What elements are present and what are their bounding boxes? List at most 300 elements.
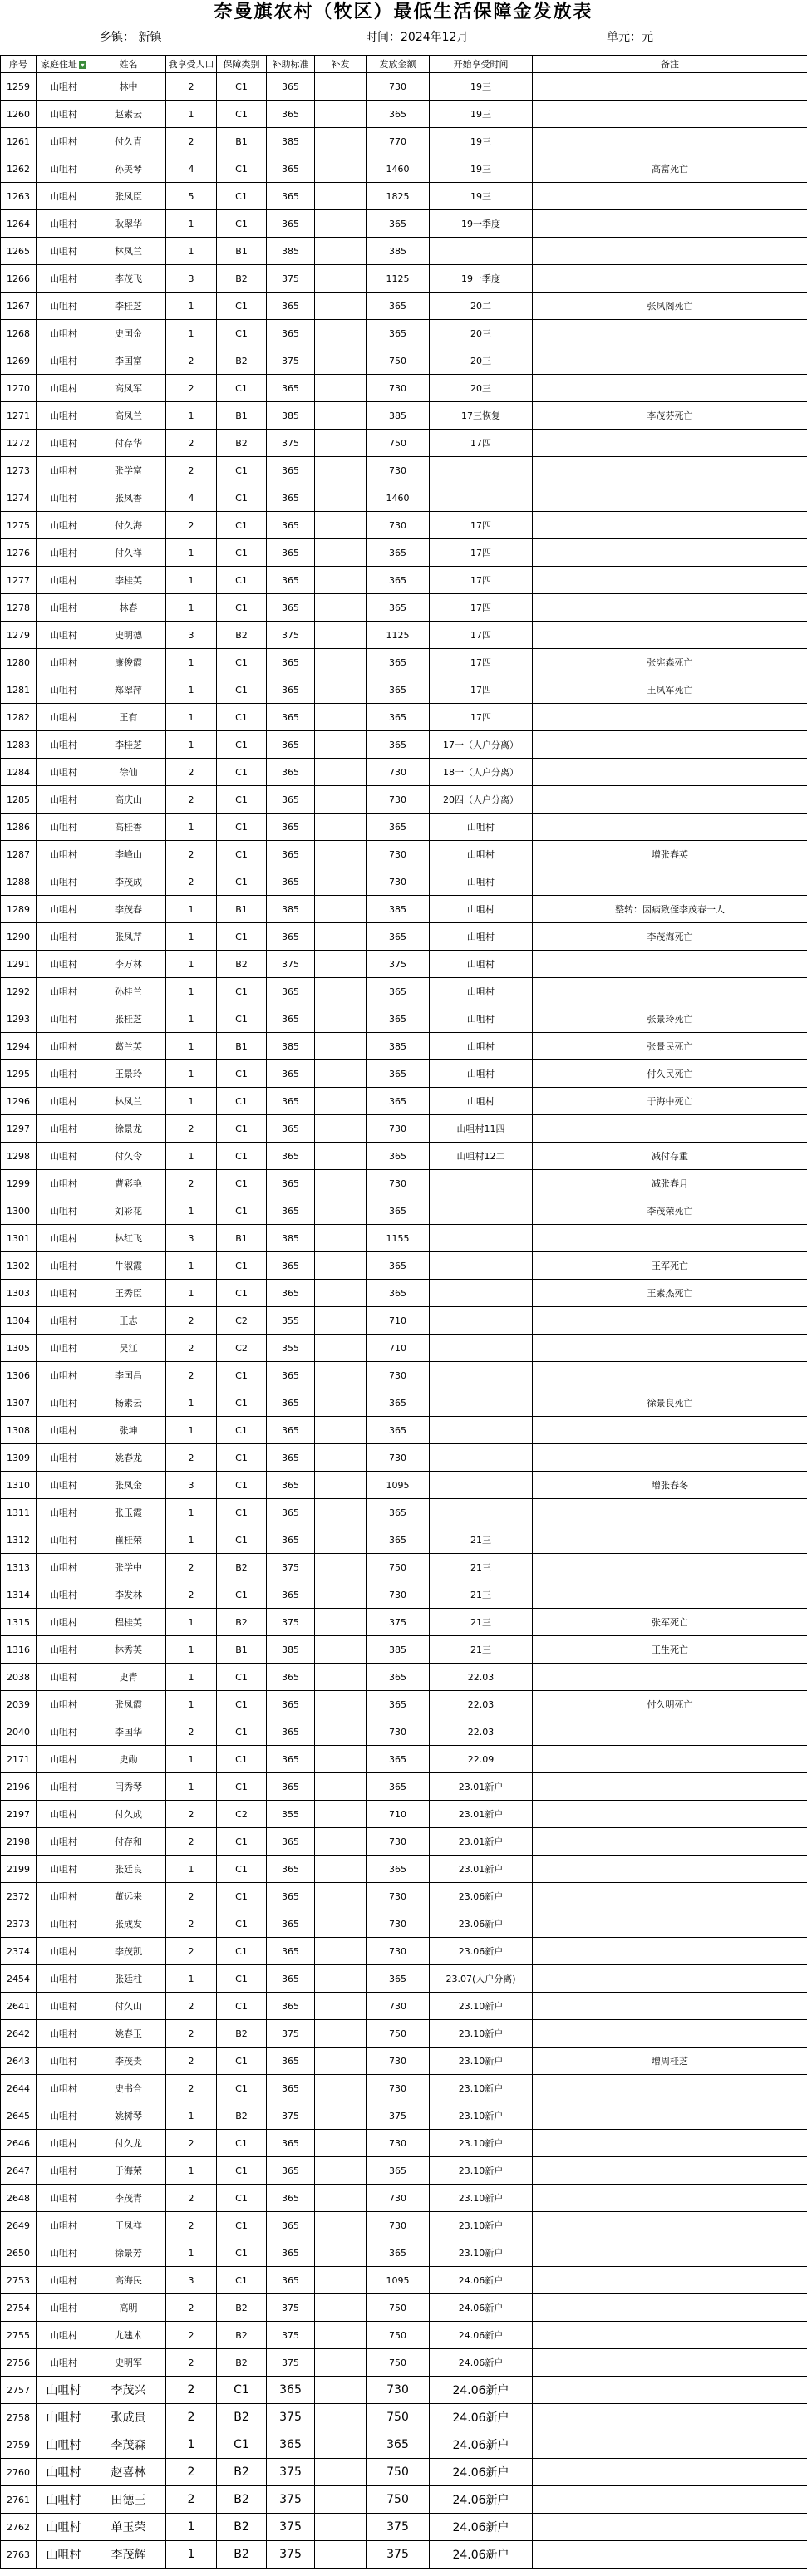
cell-remark[interactable] [533, 539, 807, 567]
cell-start-time[interactable]: 23.01新户 [430, 1773, 533, 1801]
cell-remark[interactable] [533, 2459, 807, 2486]
cell-remark[interactable]: 张凤阁死亡 [533, 293, 807, 320]
cell-persons[interactable]: 4 [166, 155, 217, 183]
cell-standard[interactable]: 365 [267, 1060, 315, 1088]
cell-category[interactable]: C1 [217, 841, 267, 868]
cell-standard[interactable]: 365 [267, 1993, 315, 2020]
cell-remark[interactable] [533, 512, 807, 539]
cell-category[interactable]: C1 [217, 786, 267, 814]
cell-name[interactable]: 李茂春 [91, 896, 166, 923]
cell-standard[interactable]: 365 [267, 814, 315, 841]
cell-amount[interactable]: 365 [367, 567, 430, 594]
cell-address[interactable]: 山咀村 [37, 2267, 91, 2294]
cell-reissue[interactable] [315, 457, 367, 484]
cell-name[interactable]: 孙桂兰 [91, 978, 166, 1005]
cell-reissue[interactable] [315, 320, 367, 347]
cell-start-time[interactable] [430, 1335, 533, 1362]
cell-reissue[interactable] [315, 1088, 367, 1115]
cell-standard[interactable]: 375 [267, 951, 315, 978]
cell-start-time[interactable]: 23.10新户 [430, 2020, 533, 2048]
cell-address[interactable]: 山咀村 [37, 868, 91, 896]
cell-name[interactable]: 李国昌 [91, 1362, 166, 1389]
cell-reissue[interactable] [315, 1581, 367, 1609]
cell-address[interactable]: 山咀村 [37, 676, 91, 704]
cell-standard[interactable]: 365 [267, 1718, 315, 1746]
cell-category[interactable]: C1 [217, 2212, 267, 2239]
cell-name[interactable]: 张凤金 [91, 1472, 166, 1499]
cell-reissue[interactable] [315, 2185, 367, 2212]
cell-category[interactable]: C1 [217, 183, 267, 210]
cell-reissue[interactable] [315, 430, 367, 457]
cell-no[interactable]: 1286 [1, 814, 37, 841]
cell-name[interactable]: 高明 [91, 2294, 166, 2322]
cell-category[interactable]: C1 [217, 1170, 267, 1197]
cell-standard[interactable]: 375 [267, 2020, 315, 2048]
cell-standard[interactable]: 365 [267, 2377, 315, 2404]
cell-name[interactable]: 徐景龙 [91, 1115, 166, 1143]
cell-no[interactable]: 1287 [1, 841, 37, 868]
cell-start-time[interactable]: 23.10新户 [430, 2048, 533, 2075]
cell-category[interactable]: C1 [217, 1773, 267, 1801]
cell-no[interactable]: 1271 [1, 402, 37, 430]
cell-start-time[interactable]: 24.06新户 [430, 2431, 533, 2459]
cell-remark[interactable] [533, 265, 807, 293]
cell-category[interactable]: C1 [217, 1472, 267, 1499]
cell-standard[interactable]: 365 [267, 293, 315, 320]
cell-name[interactable]: 高桂香 [91, 814, 166, 841]
cell-start-time[interactable]: 19三 [430, 101, 533, 128]
cell-standard[interactable]: 365 [267, 320, 315, 347]
cell-category[interactable]: C1 [217, 512, 267, 539]
cell-name[interactable]: 付久山 [91, 1993, 166, 2020]
cell-persons[interactable]: 1 [166, 923, 217, 951]
cell-no[interactable]: 1304 [1, 1307, 37, 1335]
cell-amount[interactable]: 365 [367, 676, 430, 704]
cell-name[interactable]: 高海民 [91, 2267, 166, 2294]
cell-start-time[interactable]: 20四（人户分离） [430, 786, 533, 814]
cell-reissue[interactable] [315, 293, 367, 320]
cell-start-time[interactable]: 17一（人户分离） [430, 731, 533, 759]
cell-remark[interactable] [533, 1307, 807, 1335]
cell-amount[interactable]: 730 [367, 1993, 430, 2020]
cell-address[interactable]: 山咀村 [37, 1828, 91, 1856]
cell-start-time[interactable]: 20二 [430, 293, 533, 320]
cell-name[interactable]: 李茂成 [91, 868, 166, 896]
cell-no[interactable]: 2643 [1, 2048, 37, 2075]
cell-remark[interactable] [533, 1910, 807, 1938]
cell-remark[interactable] [533, 1938, 807, 1965]
cell-start-time[interactable]: 17四 [430, 430, 533, 457]
cell-amount[interactable]: 385 [367, 238, 430, 265]
cell-address[interactable]: 山咀村 [37, 1005, 91, 1033]
cell-persons[interactable]: 2 [166, 1444, 217, 1472]
cell-start-time[interactable]: 20三 [430, 347, 533, 375]
cell-amount[interactable]: 1155 [367, 1225, 430, 1252]
cell-start-time[interactable]: 23.10新户 [430, 2212, 533, 2239]
cell-name[interactable]: 李发林 [91, 1581, 166, 1609]
cell-standard[interactable]: 365 [267, 2075, 315, 2102]
cell-persons[interactable]: 1 [166, 2514, 217, 2541]
cell-standard[interactable]: 365 [267, 841, 315, 868]
cell-name[interactable]: 耿翠华 [91, 210, 166, 238]
cell-address[interactable]: 山咀村 [37, 1526, 91, 1554]
cell-remark[interactable]: 增张春英 [533, 841, 807, 868]
cell-amount[interactable]: 730 [367, 2075, 430, 2102]
cell-reissue[interactable] [315, 1060, 367, 1088]
cell-amount[interactable]: 365 [367, 1389, 430, 1417]
cell-standard[interactable]: 365 [267, 2130, 315, 2157]
cell-start-time[interactable]: 山咀村 [430, 868, 533, 896]
cell-amount[interactable]: 365 [367, 101, 430, 128]
cell-no[interactable]: 1310 [1, 1472, 37, 1499]
cell-start-time[interactable]: 23.06新户 [430, 1938, 533, 1965]
cell-remark[interactable]: 减张春月 [533, 1170, 807, 1197]
cell-amount[interactable]: 1460 [367, 484, 430, 512]
cell-amount[interactable]: 385 [367, 1636, 430, 1664]
cell-start-time[interactable]: 19三 [430, 128, 533, 155]
cell-address[interactable]: 山咀村 [37, 1910, 91, 1938]
cell-remark[interactable]: 张景民死亡 [533, 1033, 807, 1060]
cell-amount[interactable]: 365 [367, 1088, 430, 1115]
cell-name[interactable]: 史明德 [91, 622, 166, 649]
cell-persons[interactable]: 1 [166, 2157, 217, 2185]
cell-category[interactable]: C1 [217, 1005, 267, 1033]
cell-start-time[interactable]: 24.06新户 [430, 2541, 533, 2569]
cell-reissue[interactable] [315, 567, 367, 594]
cell-name[interactable]: 张学中 [91, 1554, 166, 1581]
cell-address[interactable]: 山咀村 [37, 2048, 91, 2075]
cell-address[interactable]: 山咀村 [37, 2075, 91, 2102]
column-header-no[interactable]: 序号 [1, 56, 37, 73]
cell-address[interactable]: 山咀村 [37, 2486, 91, 2514]
cell-name[interactable]: 史国金 [91, 320, 166, 347]
cell-no[interactable]: 1299 [1, 1170, 37, 1197]
cell-category[interactable]: B1 [217, 128, 267, 155]
cell-standard[interactable]: 365 [267, 155, 315, 183]
cell-standard[interactable]: 365 [267, 2185, 315, 2212]
cell-category[interactable]: C1 [217, 1965, 267, 1993]
cell-category[interactable]: B2 [217, 2349, 267, 2377]
cell-category[interactable]: C1 [217, 1389, 267, 1417]
cell-no[interactable]: 2649 [1, 2212, 37, 2239]
cell-reissue[interactable] [315, 2267, 367, 2294]
cell-category[interactable]: C1 [217, 210, 267, 238]
cell-no[interactable]: 1311 [1, 1499, 37, 1526]
cell-start-time[interactable]: 24.06新户 [430, 2322, 533, 2349]
cell-remark[interactable] [533, 2157, 807, 2185]
cell-standard[interactable]: 365 [267, 2048, 315, 2075]
cell-reissue[interactable] [315, 1472, 367, 1499]
cell-remark[interactable] [533, 1965, 807, 1993]
cell-name[interactable]: 林春 [91, 594, 166, 622]
cell-no[interactable]: 1270 [1, 375, 37, 402]
cell-remark[interactable] [533, 868, 807, 896]
cell-standard[interactable]: 365 [267, 1581, 315, 1609]
cell-category[interactable]: B2 [217, 951, 267, 978]
cell-name[interactable]: 李国华 [91, 1718, 166, 1746]
cell-category[interactable]: B1 [217, 238, 267, 265]
cell-reissue[interactable] [315, 1115, 367, 1143]
cell-standard[interactable]: 385 [267, 1225, 315, 1252]
cell-remark[interactable] [533, 2185, 807, 2212]
cell-reissue[interactable] [315, 923, 367, 951]
cell-reissue[interactable] [315, 2239, 367, 2267]
cell-no[interactable]: 1266 [1, 265, 37, 293]
cell-amount[interactable]: 365 [367, 1499, 430, 1526]
cell-start-time[interactable]: 17四 [430, 676, 533, 704]
cell-remark[interactable] [533, 2431, 807, 2459]
cell-no[interactable]: 1313 [1, 1554, 37, 1581]
cell-amount[interactable]: 365 [367, 1143, 430, 1170]
cell-no[interactable]: 2199 [1, 1856, 37, 1883]
cell-category[interactable]: C1 [217, 293, 267, 320]
cell-remark[interactable] [533, 210, 807, 238]
cell-persons[interactable]: 2 [166, 2294, 217, 2322]
cell-reissue[interactable] [315, 814, 367, 841]
cell-name[interactable]: 徐仙 [91, 759, 166, 786]
cell-no[interactable]: 2454 [1, 1965, 37, 1993]
cell-address[interactable]: 山咀村 [37, 704, 91, 731]
cell-amount[interactable]: 750 [367, 1554, 430, 1581]
cell-amount[interactable]: 730 [367, 1828, 430, 1856]
cell-address[interactable]: 山咀村 [37, 759, 91, 786]
cell-start-time[interactable]: 24.06新户 [430, 2514, 533, 2541]
cell-amount[interactable]: 365 [367, 1773, 430, 1801]
cell-reissue[interactable] [315, 704, 367, 731]
cell-start-time[interactable]: 17四 [430, 567, 533, 594]
cell-name[interactable]: 李桂芝 [91, 731, 166, 759]
cell-category[interactable]: C1 [217, 567, 267, 594]
cell-no[interactable]: 1272 [1, 430, 37, 457]
cell-category[interactable]: C1 [217, 1088, 267, 1115]
cell-remark[interactable] [533, 1499, 807, 1526]
cell-no[interactable]: 2760 [1, 2459, 37, 2486]
cell-amount[interactable]: 730 [367, 841, 430, 868]
cell-address[interactable]: 山咀村 [37, 1746, 91, 1773]
cell-standard[interactable]: 365 [267, 73, 315, 101]
cell-persons[interactable]: 2 [166, 1554, 217, 1581]
cell-reissue[interactable] [315, 2130, 367, 2157]
cell-category[interactable]: C1 [217, 1938, 267, 1965]
cell-name[interactable]: 林中 [91, 73, 166, 101]
cell-no[interactable]: 2040 [1, 1718, 37, 1746]
cell-no[interactable]: 1292 [1, 978, 37, 1005]
cell-reissue[interactable] [315, 1335, 367, 1362]
cell-no[interactable]: 1259 [1, 73, 37, 101]
cell-amount[interactable]: 365 [367, 2157, 430, 2185]
cell-standard[interactable]: 365 [267, 1389, 315, 1417]
cell-name[interactable]: 付存华 [91, 430, 166, 457]
cell-amount[interactable]: 710 [367, 1307, 430, 1335]
cell-category[interactable]: C1 [217, 2130, 267, 2157]
cell-remark[interactable] [533, 375, 807, 402]
cell-persons[interactable]: 2 [166, 2349, 217, 2377]
cell-amount[interactable]: 730 [367, 73, 430, 101]
cell-amount[interactable]: 730 [367, 868, 430, 896]
cell-persons[interactable]: 2 [166, 759, 217, 786]
cell-category[interactable]: C2 [217, 1801, 267, 1828]
cell-name[interactable]: 林红飞 [91, 1225, 166, 1252]
cell-reissue[interactable] [315, 786, 367, 814]
cell-name[interactable]: 徐景芳 [91, 2239, 166, 2267]
cell-amount[interactable]: 750 [367, 2349, 430, 2377]
cell-address[interactable]: 山咀村 [37, 2404, 91, 2431]
cell-remark[interactable] [533, 238, 807, 265]
cell-no[interactable]: 1261 [1, 128, 37, 155]
cell-remark[interactable]: 增周桂芝 [533, 2048, 807, 2075]
cell-persons[interactable]: 1 [166, 2431, 217, 2459]
cell-category[interactable]: C1 [217, 1828, 267, 1856]
cell-start-time[interactable]: 24.06新户 [430, 2459, 533, 2486]
cell-category[interactable]: B2 [217, 2514, 267, 2541]
cell-no[interactable]: 1309 [1, 1444, 37, 1472]
cell-reissue[interactable] [315, 649, 367, 676]
cell-name[interactable]: 高凤军 [91, 375, 166, 402]
cell-persons[interactable]: 1 [166, 402, 217, 430]
cell-amount[interactable]: 365 [367, 1005, 430, 1033]
cell-remark[interactable] [533, 1115, 807, 1143]
cell-no[interactable]: 1281 [1, 676, 37, 704]
cell-no[interactable]: 2758 [1, 2404, 37, 2431]
cell-standard[interactable]: 365 [267, 512, 315, 539]
cell-standard[interactable]: 365 [267, 704, 315, 731]
cell-remark[interactable] [533, 2075, 807, 2102]
cell-start-time[interactable]: 山咀村 [430, 814, 533, 841]
cell-remark[interactable]: 徐景良死亡 [533, 1389, 807, 1417]
cell-remark[interactable] [533, 1828, 807, 1856]
cell-no[interactable]: 1278 [1, 594, 37, 622]
cell-no[interactable]: 2761 [1, 2486, 37, 2514]
cell-amount[interactable]: 365 [367, 320, 430, 347]
cell-address[interactable]: 山咀村 [37, 1197, 91, 1225]
cell-category[interactable]: B1 [217, 1225, 267, 1252]
cell-no[interactable]: 2763 [1, 2541, 37, 2569]
cell-address[interactable]: 山咀村 [37, 1417, 91, 1444]
cell-reissue[interactable] [315, 1526, 367, 1554]
cell-reissue[interactable] [315, 2212, 367, 2239]
cell-no[interactable]: 2762 [1, 2514, 37, 2541]
cell-standard[interactable]: 365 [267, 210, 315, 238]
cell-persons[interactable]: 1 [166, 1088, 217, 1115]
cell-persons[interactable]: 1 [166, 1636, 217, 1664]
cell-reissue[interactable] [315, 1417, 367, 1444]
cell-category[interactable]: C1 [217, 1499, 267, 1526]
cell-reissue[interactable] [315, 183, 367, 210]
cell-address[interactable]: 山咀村 [37, 183, 91, 210]
cell-start-time[interactable]: 17四 [430, 512, 533, 539]
cell-reissue[interactable] [315, 1225, 367, 1252]
cell-standard[interactable]: 365 [267, 1965, 315, 1993]
cell-amount[interactable]: 365 [367, 293, 430, 320]
cell-start-time[interactable]: 17四 [430, 704, 533, 731]
cell-no[interactable]: 1315 [1, 1609, 37, 1636]
cell-standard[interactable]: 365 [267, 1691, 315, 1718]
cell-address[interactable]: 山咀村 [37, 649, 91, 676]
cell-start-time[interactable]: 23.07(人户分离) [430, 1965, 533, 1993]
cell-no[interactable]: 2038 [1, 1664, 37, 1691]
cell-name[interactable]: 付久海 [91, 512, 166, 539]
cell-address[interactable]: 山咀村 [37, 1499, 91, 1526]
cell-amount[interactable]: 730 [367, 457, 430, 484]
cell-name[interactable]: 付久令 [91, 1143, 166, 1170]
cell-category[interactable]: B2 [217, 430, 267, 457]
cell-start-time[interactable]: 21三 [430, 1609, 533, 1636]
cell-no[interactable]: 2642 [1, 2020, 37, 2048]
cell-category[interactable]: C1 [217, 1856, 267, 1883]
cell-no[interactable]: 1300 [1, 1197, 37, 1225]
cell-name[interactable]: 李茂贵 [91, 2048, 166, 2075]
cell-category[interactable]: C1 [217, 1362, 267, 1389]
cell-standard[interactable]: 365 [267, 1773, 315, 1801]
cell-persons[interactable]: 1 [166, 1033, 217, 1060]
cell-address[interactable]: 山咀村 [37, 1252, 91, 1280]
cell-start-time[interactable] [430, 1417, 533, 1444]
cell-persons[interactable]: 1 [166, 1280, 217, 1307]
cell-address[interactable]: 山咀村 [37, 2459, 91, 2486]
cell-start-time[interactable]: 山咀村 [430, 1088, 533, 1115]
cell-name[interactable]: 李桂英 [91, 567, 166, 594]
cell-amount[interactable]: 730 [367, 2048, 430, 2075]
cell-category[interactable]: C1 [217, 1115, 267, 1143]
cell-start-time[interactable]: 23.06新户 [430, 1883, 533, 1910]
cell-address[interactable]: 山咀村 [37, 1581, 91, 1609]
cell-standard[interactable]: 375 [267, 1554, 315, 1581]
cell-category[interactable]: C1 [217, 1143, 267, 1170]
cell-name[interactable]: 王有 [91, 704, 166, 731]
cell-no[interactable]: 1267 [1, 293, 37, 320]
cell-address[interactable]: 山咀村 [37, 1636, 91, 1664]
cell-start-time[interactable] [430, 1252, 533, 1280]
cell-reissue[interactable] [315, 1307, 367, 1335]
cell-start-time[interactable]: 22.09 [430, 1746, 533, 1773]
cell-amount[interactable]: 750 [367, 347, 430, 375]
cell-category[interactable]: B2 [217, 2404, 267, 2431]
cell-remark[interactable]: 李茂海死亡 [533, 923, 807, 951]
cell-reissue[interactable] [315, 951, 367, 978]
cell-category[interactable]: C1 [217, 594, 267, 622]
cell-remark[interactable] [533, 1554, 807, 1581]
cell-no[interactable]: 1316 [1, 1636, 37, 1664]
cell-name[interactable]: 李茂森 [91, 2431, 166, 2459]
cell-reissue[interactable] [315, 2048, 367, 2075]
cell-amount[interactable]: 730 [367, 759, 430, 786]
cell-category[interactable]: B2 [217, 2459, 267, 2486]
cell-reissue[interactable] [315, 402, 367, 430]
cell-start-time[interactable]: 山咀村 [430, 1005, 533, 1033]
cell-persons[interactable]: 1 [166, 1856, 217, 1883]
cell-reissue[interactable] [315, 539, 367, 567]
cell-no[interactable]: 1294 [1, 1033, 37, 1060]
cell-no[interactable]: 1295 [1, 1060, 37, 1088]
cell-address[interactable]: 山咀村 [37, 73, 91, 101]
cell-amount[interactable]: 730 [367, 1115, 430, 1143]
cell-amount[interactable]: 365 [367, 1280, 430, 1307]
cell-no[interactable]: 2753 [1, 2267, 37, 2294]
cell-standard[interactable]: 375 [267, 1609, 315, 1636]
cell-category[interactable]: C1 [217, 2075, 267, 2102]
column-header-name[interactable]: 姓名 [91, 56, 166, 73]
cell-reissue[interactable] [315, 896, 367, 923]
cell-category[interactable]: C1 [217, 101, 267, 128]
cell-category[interactable]: C1 [217, 1993, 267, 2020]
cell-no[interactable]: 1301 [1, 1225, 37, 1252]
cell-amount[interactable]: 750 [367, 2294, 430, 2322]
cell-amount[interactable]: 730 [367, 2212, 430, 2239]
cell-no[interactable]: 1269 [1, 347, 37, 375]
cell-amount[interactable]: 1095 [367, 2267, 430, 2294]
cell-remark[interactable] [533, 1746, 807, 1773]
cell-category[interactable]: B2 [217, 2294, 267, 2322]
